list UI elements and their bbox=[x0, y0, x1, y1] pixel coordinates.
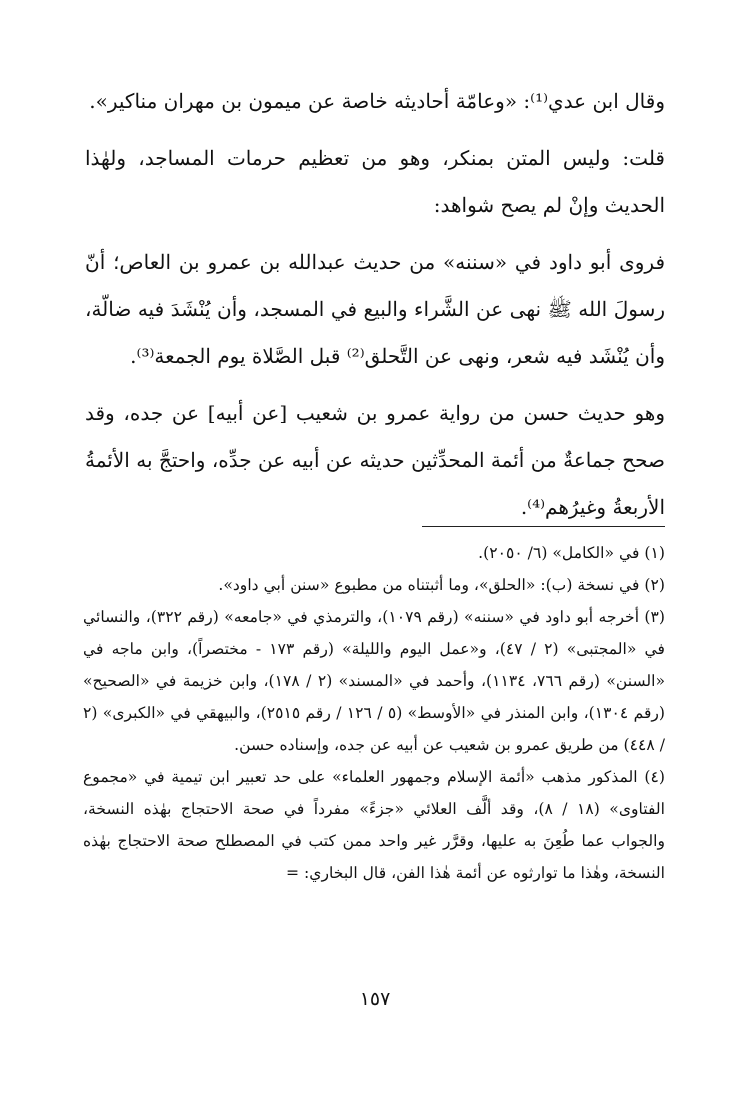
paragraph: قلت: وليس المتن بمنكر، وهو من تعظيم حرمات المساجد، ولهٰذا الحديث وإنْ لم يصح شواهد: bbox=[85, 146, 665, 217]
footnote: (٤) المذكور مذهب «أئمة الإسلام وجمهور العلماء» على حد تعبير ابن تيمية في «مجموع الفتاوى» (١٨ / ٨)، وقد ألَّف العلائي «جزءً» مفرداً في صحة الاحتجاج بهٰذه النسخة، والجواب عما طُعِنَ به عليها، وقرَّر غير واحد ممن كتب في المصطلح صحة الاحتجاج بهٰذه النسخة، وهٰذا ما توارثوه عن أئمة هٰذا الفن، قال البخاري: = bbox=[83, 768, 665, 882]
paragraph: وقال ابن عدي⁽¹⁾: «وعامّة أحاديثه خاصة عن ميمون بن مهران مناكير». bbox=[89, 89, 665, 113]
footnote: (٣) أخرجه أبو داود في «سننه» (رقم ١٠٧٩)، والترمذي في «جامعه» (رقم ٣٢٢)، والنسائي في «المجتبى» (٢ / ٤٧)، و«عمل اليوم والليلة» (رقم ١٧٣ - مختصراً)، وابن ماجه في «السنن» (رقم ٧٦٦، ١١٣٤)، وأحمد في «المسند» (٢ / ١٧٨)، وابن خزيمة في «الصحيح» (رقم ١٣٠٤)، وابن المنذر في «الأوسط» (٥ / ١٢٦ / رقم ٢٥١٥)، والبيهقي في «الكبرى» (٢ / ٤٤٨) من طريق عمرو بن شعيب عن أبيه عن جده، وإسناده حسن. bbox=[83, 608, 666, 754]
page-number: ١٥٧ bbox=[359, 988, 391, 1010]
main-text bbox=[85, 78, 665, 531]
footnote-separator bbox=[422, 526, 665, 527]
footnote: (٢) في نسخة (ب): «الحلق»، وما أثبتناه من مطبوع «سنن أبي داود». bbox=[218, 576, 665, 594]
paragraph: فروى أبو داود في «سننه» من حديث عبدالله بن عمرو بن العاص؛ أنّ رسولَ الله ﷺ نهى عن الشَّراء والبيع في المسجد، وأن يُنْشَدَ فيه ضالّة، وأن يُنْشَد فيه شعر، ونهى عن التَّحلق⁽²⁾ قبل الصَّلاة يوم الجمعة⁽³⁾. bbox=[85, 250, 665, 368]
footnote: (١) في «الكامل» (٦/ ٢٠٥٠). bbox=[478, 544, 665, 562]
paragraph: وهو حديث حسن من رواية عمرو بن شعيب [عن أبيه] عن جده، وقد صحح جماعةٌ من أئمة المحدِّثين حديثه عن أبيه عن جدِّه، واحتجَّ به الأئمةُ الأربعةُ وغيرُهم⁽⁴⁾. bbox=[85, 401, 665, 519]
footnotes bbox=[83, 537, 665, 889]
